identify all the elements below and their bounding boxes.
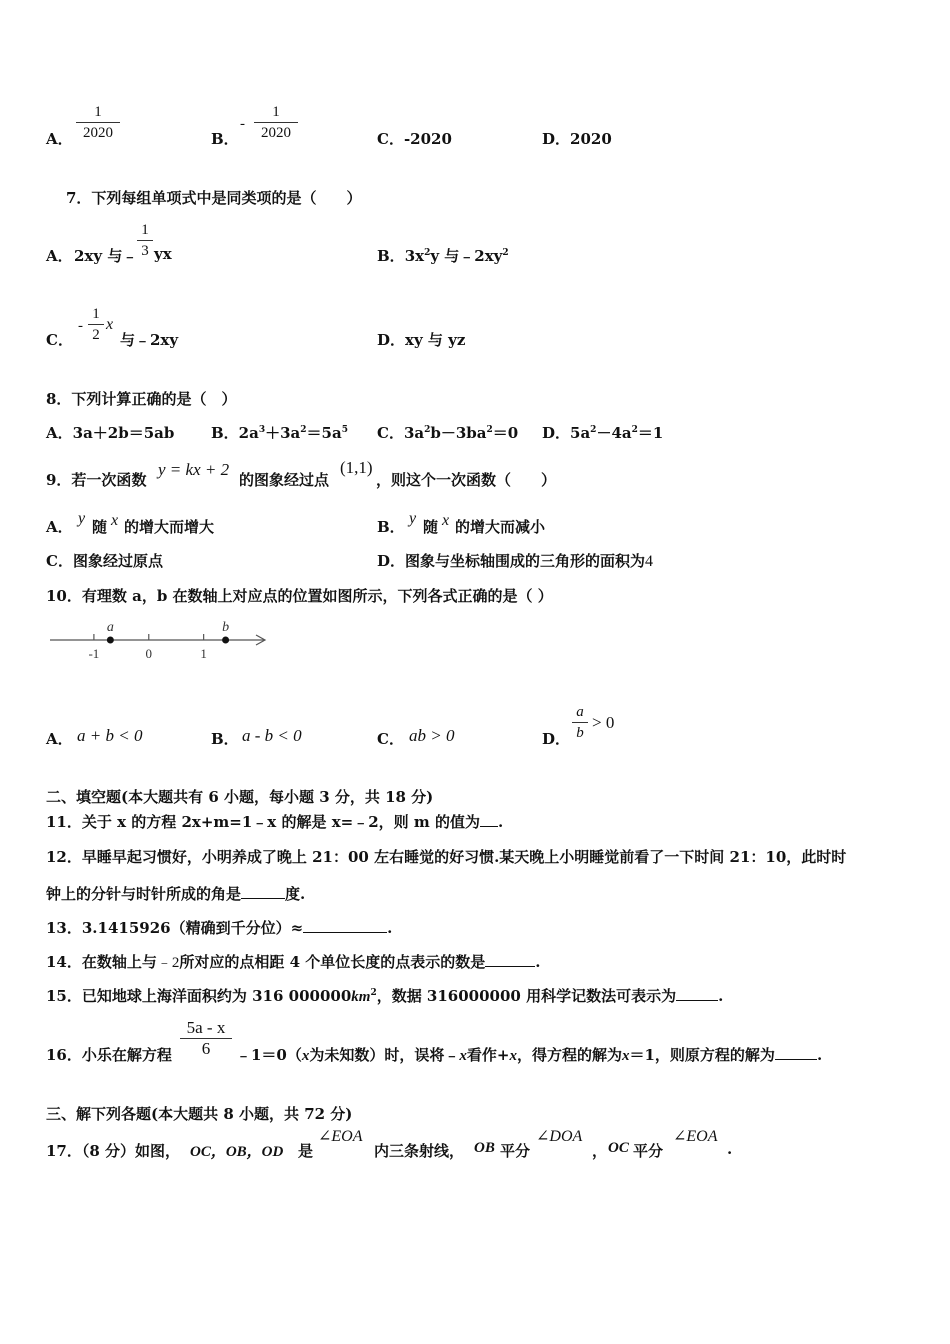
q17-pre: 17．（8 分）如图， [46,1142,181,1160]
q6-option-d [542,128,612,149]
q9-option-c: C．图象经过原点 [46,552,163,570]
q13: 13．3.1415926（精确到千分位）≈ . [46,919,393,937]
q8-option-d [542,422,663,443]
q9-b-x: x [442,512,450,529]
q7-a-post: yx [154,245,172,263]
q6-c-label: C． [377,130,404,148]
q7-c-var: x [106,316,114,333]
number-line [46,615,276,665]
point-a [107,637,114,644]
q14-blank[interactable] [485,954,535,967]
q17-bisect-1: 平分 [500,1142,531,1160]
q7-a-num: 1 [141,222,149,238]
q7-option-b [377,245,509,266]
q14-value: ﹣2 [156,955,180,971]
q10-d-den: b [576,725,584,741]
q9-a-y: y [78,510,86,527]
q7-a-pre: 2xy 与﹣ [74,247,138,265]
q8-option-b [211,422,348,443]
section-2-heading: 二、填空题(本大题共有 6 小题，每小题 3 分，共 18 分) [46,788,434,806]
q9-a-x: x [111,512,119,529]
q8-d-label: D．5a [542,424,591,442]
q11: 11．关于 x 的方程 2x+m=1﹣x 的解是 x=﹣2，则 m 的值为 . [46,813,504,831]
q8-b-sup1: 3 [258,425,266,435]
q9-a-mid: 随 [92,518,108,536]
q9-point: (1,1) [340,458,373,477]
point-b [222,637,229,644]
q13-text: 13．3.1415926（精确到千分位）≈ [46,919,304,937]
q14: 14．在数轴上与﹣2所对应的点相距 4 个单位长度的点表示的数是 . [46,953,541,971]
q9-a-post: 的增大而增大 [124,518,215,536]
q16-blank[interactable] [775,1047,817,1060]
q7-c-fraction [88,304,104,345]
q16-rest: ﹣1＝0（x为未知数）时，误将﹣x看作+x，得方程的解为x＝1，则原方程的解为 . [236,1046,823,1064]
q15-blank[interactable] [676,988,718,1001]
q15: 15．已知地球上海洋面积约为 316 $000000km^2$，数据 316000000 用科学记数法可表示为 . [46,987,724,1005]
q8-option-c [377,422,518,443]
q7-b-label: B． [377,247,405,265]
q17-angle-doa: ∠DOA [536,1128,583,1145]
q10-d-label: D． [542,730,571,748]
q13-blank[interactable] [303,920,387,933]
q7-b-sup1: 2 [424,248,431,258]
q7-stem: 7．下列每组单项式中是同类项的是（ ） [66,189,362,207]
q6-b-den: 2020 [261,125,291,141]
q16-post: ＝1，则原方程的解为 [629,1046,775,1064]
q7-c-post: 与﹣2xy [120,331,179,349]
q10-d-num: a [576,704,584,720]
q11-text: 11．关于 x 的方程 2x+m=1﹣x 的解是 x=﹣2，则 m 的值为 [46,813,480,831]
q6-a-num: 1 [94,104,102,120]
q7-c-label: C． [46,331,73,349]
q17-angle-eoa-2: ∠EOA [673,1128,718,1145]
q9-pre: 9．若一次函数 [46,471,147,489]
tick-label-0: -1 [88,646,100,661]
q7-d-text: xy 与 yz [405,331,466,349]
q8-d-right: ＝1 [637,424,664,442]
q16-x4: x [621,1048,630,1064]
q8-c-sup2: 2 [486,425,493,435]
tick-label-2: 1 [200,646,207,661]
q17-angle-eoa-1: ∠EOA [318,1128,363,1145]
q9-func: y = kx + 2 [158,460,230,479]
q9-d-label: D．图象与坐标轴围成的三角形的面积为 [377,552,646,570]
q17-rays: OC，OB，OD [190,1144,284,1160]
q7-a-label: A． [46,247,73,265]
q10-d-fraction [572,702,588,743]
q17-bisect-2: 平分 [633,1142,664,1160]
q6-a-den: 2020 [83,125,113,141]
q17-ob: OB [474,1140,495,1156]
q8-b-mid: ＋3a [265,424,301,442]
q16-fraction [180,1018,232,1059]
q8-b-sup2: 2 [300,425,307,435]
q16-den: 6 [201,1039,211,1058]
q10-d-rel: > 0 [592,713,615,732]
q6-c-text: -2020 [403,130,452,148]
q16-mid3: 看作+ [466,1046,510,1064]
q16-pre: 16．小乐在解方程 [46,1046,172,1064]
q17-mid: 内三条射线， [374,1142,465,1160]
q10-a-expr: a + b < 0 [77,726,143,745]
q9-option-d [377,550,653,571]
q12-line2-text: 钟上的分针与时针所成的角是 [46,885,242,903]
q8-d-mid: －4a [596,424,632,442]
q8-c-mid: b－3ba [430,424,487,442]
q15-pre: 15．已知地球上海洋面积约为 316 000000 [46,987,352,1005]
q6-a-fraction [76,102,120,143]
q7-a-fraction [137,220,153,261]
q8-option-a: A．3a＋2b＝5ab [46,424,175,442]
q16-mid2: 为未知数）时，误将﹣ [309,1046,460,1064]
q8-b-sup3: 5 [341,425,348,435]
q7-c-den: 2 [92,327,100,343]
q7-c-sign: - [78,318,83,334]
q9-mid: 的图象经过点 [239,471,330,489]
q7-option-d [377,329,465,350]
q10-stem: 10．有理数 a，b 在数轴上对应点的位置如图所示，下列各式正确的是（ ） [46,587,553,605]
q8-c-right: ＝0 [492,424,519,442]
q6-option-c [377,128,452,149]
q17-is: 是 [298,1142,314,1160]
q14-pre: 14．在数轴上与 [46,953,157,971]
q15-unit: km [351,989,371,1005]
q6-a-label: A． [46,130,73,148]
q17-end: . [727,1140,733,1158]
q6-b-sign: - [240,116,245,132]
q7-c-num: 1 [92,306,100,322]
q14-post: 所对应的点相距 4 个单位长度的点表示的数是 [179,953,486,971]
q9-d-value: 4 [645,553,654,570]
q8-c-sup1: 2 [424,425,431,435]
q6-d-text: 2020 [570,130,612,148]
q16-mid: ﹣1＝0（ [236,1046,302,1064]
q9-b-mid: 随 [423,518,439,536]
q16-x2: x [459,1048,467,1064]
q11-blank[interactable] [480,814,498,827]
q17-comma: ， [592,1142,608,1160]
q7-b-mid: y 与﹣2xy [430,247,503,265]
q15-unit-sup: 2 [370,988,377,998]
q9-a-label: A． [46,518,73,536]
q7-d-label: D． [377,331,406,349]
point-a-label: a [106,620,114,635]
q8-c-label: C．3a [377,424,425,442]
q10-a-label: A． [46,730,73,748]
q8-b-right: ＝5a [306,424,342,442]
q8-b-label: B．2a [211,424,259,442]
q9-post: ，则这个一次函数（ ） [376,471,557,489]
q6-d-label: D． [542,130,571,148]
q6-b-num: 1 [272,104,280,120]
q7-a-den: 3 [141,243,149,259]
q16-mid4: ，得方程的解为 [516,1046,622,1064]
q17-oc: OC [608,1140,629,1156]
q10-b-expr: a - b < 0 [242,726,302,745]
q16-num: 5a - x [186,1018,226,1037]
q10-c-label: C． [377,730,404,748]
tick-label-1: 0 [145,646,153,661]
q12-blank[interactable] [241,886,285,899]
q12-line1: 12．早睡早起习惯好，小明养成了晚上 21：00 左右睡觉的好习惯.某天晚上小明睡觉前看了一下时间 21：10，此时时 [46,848,847,866]
q7-b-sup2: 2 [502,248,509,258]
q9-b-label: B． [377,518,405,536]
q8-d-sup2: 2 [631,425,638,435]
q6-b-label: B． [211,130,239,148]
section-3-heading: 三、解下列各题(本大题共 8 小题，共 72 分) [46,1105,353,1123]
q16-x1: x [301,1048,310,1064]
q16-x3: x [509,1048,517,1064]
q15-post: ，数据 316000000 用科学记数法可表示为 [376,987,677,1005]
q9-b-y: y [409,510,417,527]
point-b-label: b [222,620,230,635]
q10-b-label: B． [211,730,239,748]
q9-b-post: 的增大而减小 [455,518,546,536]
q8-d-sup1: 2 [590,425,597,435]
q8-stem: 8．下列计算正确的是（ ） [46,390,237,408]
q12-line2-end: 度. [285,885,306,903]
q6-b-fraction [254,102,298,143]
q12-line2 [46,883,305,904]
q7-b-pre: 3x [404,247,425,265]
q10-c-expr: ab > 0 [409,726,455,745]
